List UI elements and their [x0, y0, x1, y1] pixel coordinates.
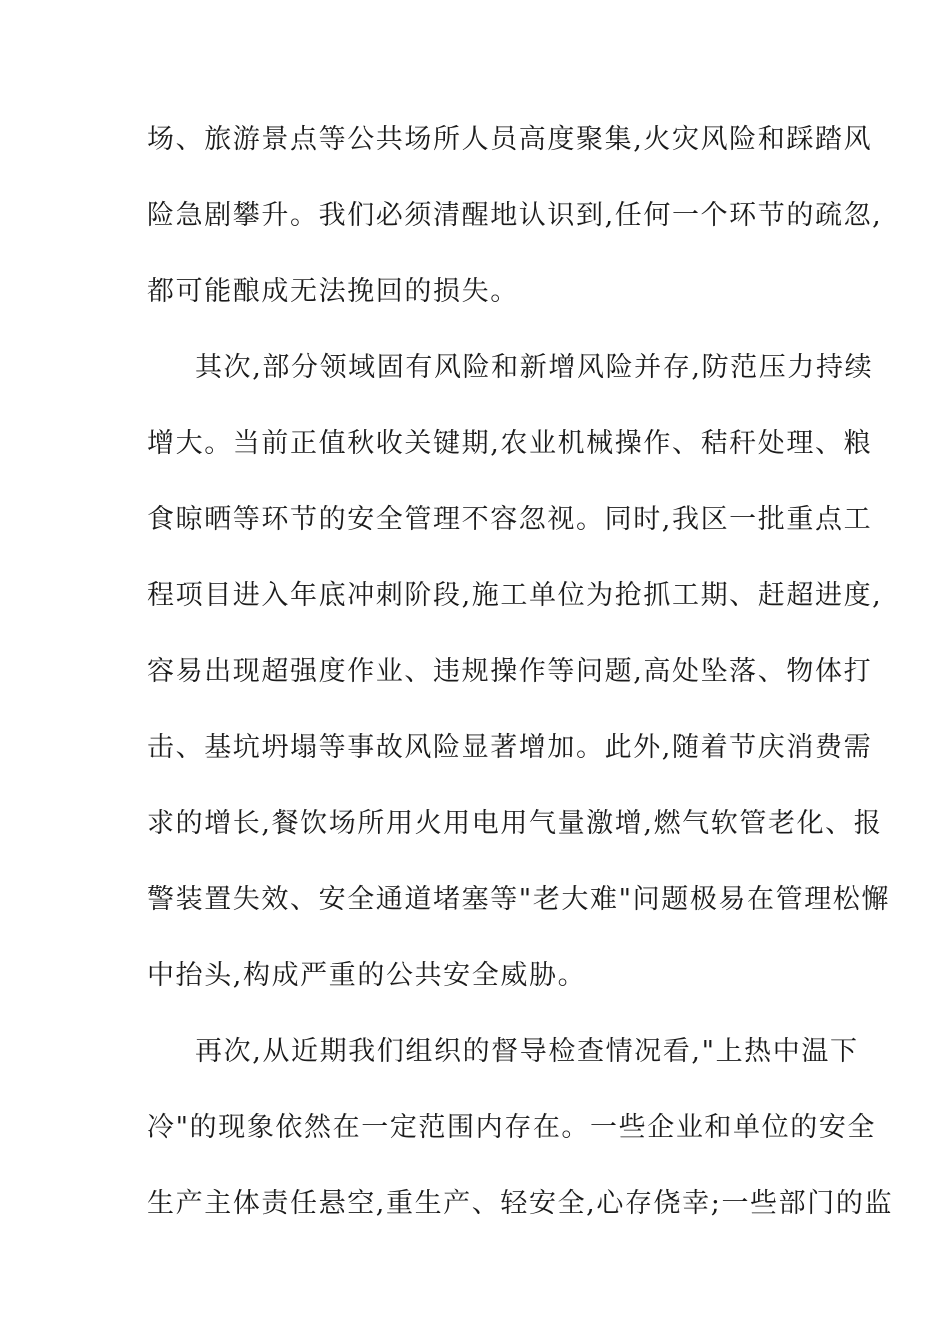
paragraph-2-line-5: 容易出现超强度作业、违规操作等问题,高处坠落、物体打 [147, 656, 873, 687]
paragraph-2-line-1: 其次,部分领域固有风险和新增风险并存,防范压力持续 [195, 352, 874, 383]
paragraph-3-line-2: 冷"的现象依然在一定范围内存在。一些企业和单位的安全 [147, 1112, 877, 1143]
paragraph-2-line-6: 击、基坑坍塌等事故风险显著增加。此外,随着节庆消费需 [147, 732, 873, 763]
paragraph-3-line-1: 再次,从近期我们组织的督导检查情况看,"上热中温下 [195, 1036, 859, 1067]
paragraph-2-line-9: 中抬头,构成严重的公共安全威胁。 [147, 960, 587, 991]
paragraph-2-line-3: 食晾晒等环节的安全管理不容忽视。同时,我区一批重点工 [147, 504, 873, 535]
paragraph-2-line-8: 警装置失效、安全通道堵塞等"老大难"问题极易在管理松懈 [147, 884, 891, 915]
paragraph-1-line-3: 都可能酿成无法挽回的损失。 [147, 276, 519, 307]
paragraph-2-line-7: 求的增长,餐饮场所用火用电用气量激增,燃气软管老化、报 [147, 808, 883, 839]
paragraph-1-line-2: 险急剧攀升。我们必须清醒地认识到,任何一个环节的疏忽, [147, 200, 883, 231]
paragraph-2-line-4: 程项目进入年底冲刺阶段,施工单位为抢抓工期、赶超进度, [147, 580, 883, 611]
paragraph-3-line-3: 生产主体责任悬空,重生产、轻安全,心存侥幸;一些部门的监 [147, 1188, 894, 1219]
paragraph-1-line-1: 场、旅游景点等公共场所人员高度聚集,火灾风险和踩踏风 [147, 124, 873, 155]
paragraph-2-line-2: 增大。当前正值秋收关键期,农业机械操作、秸秆处理、粮 [147, 428, 873, 459]
